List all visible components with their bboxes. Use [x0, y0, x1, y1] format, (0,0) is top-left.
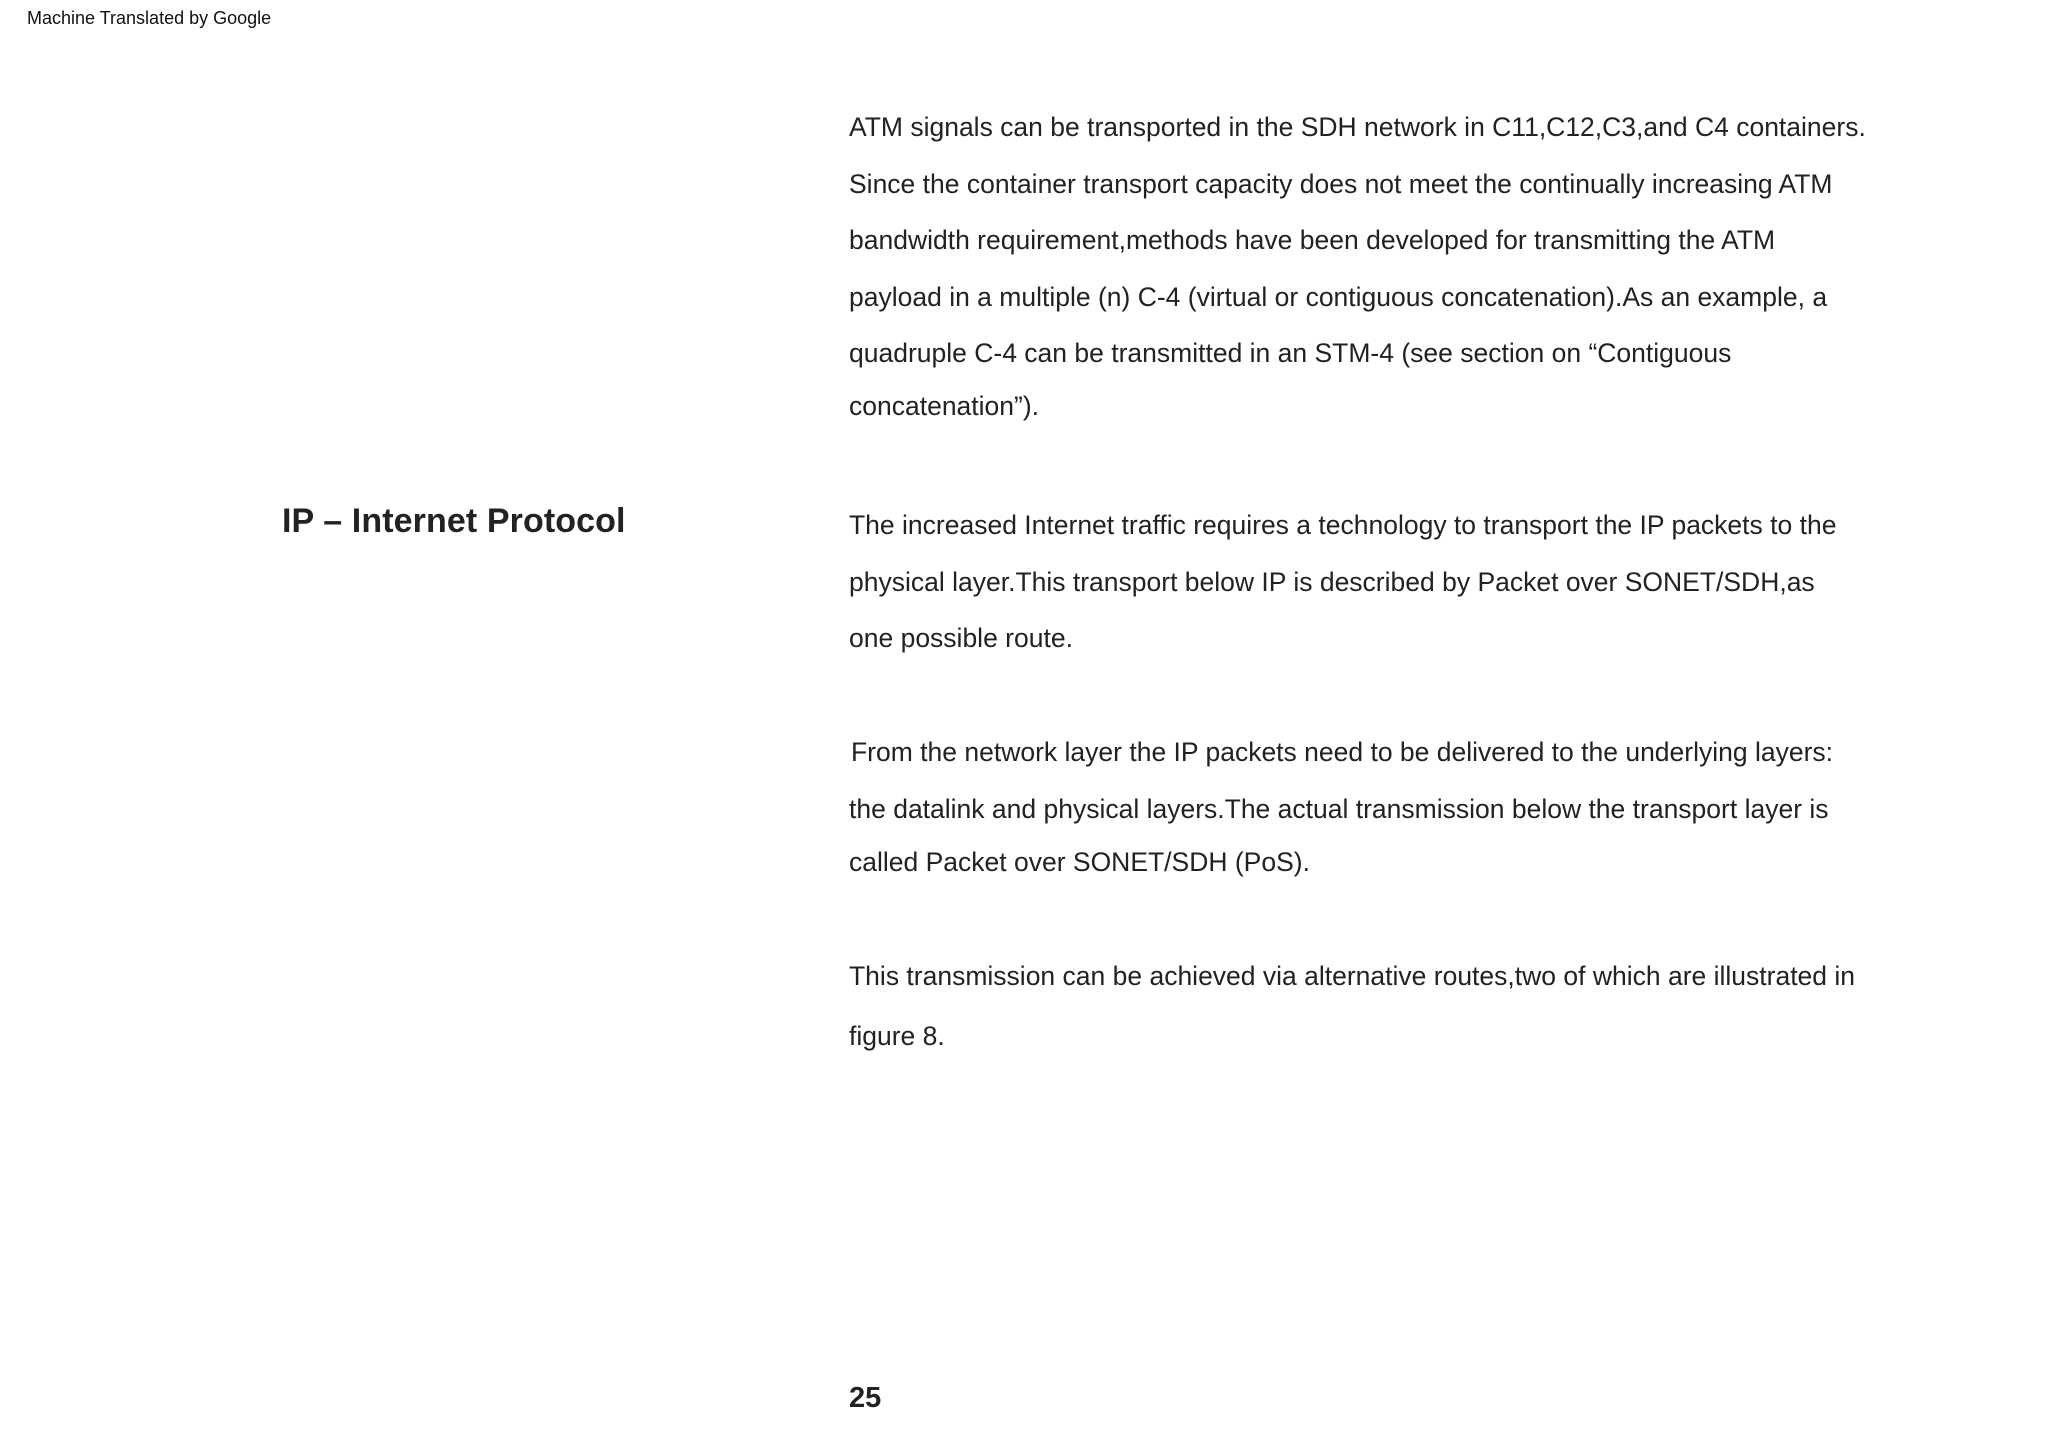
paragraph-line: concatenation”). [849, 391, 1040, 421]
paragraph-line: physical layer.This transport below IP is described by Packet over SONET/SDH,as [849, 567, 1815, 597]
machine-translation-banner: Machine Translated by Google [27, 8, 272, 28]
paragraph-line: From the network layer the IP packets need to be delivered to the underlying layers: [851, 737, 1834, 767]
paragraph-line: called Packet over SONET/SDH (PoS). [849, 847, 1310, 877]
paragraph-line: bandwidth requirement,methods have been developed for transmitting the ATM [849, 225, 1776, 255]
page-number: 25 [849, 1382, 882, 1414]
paragraph-line: the datalink and physical layers.The actual transmission below the transport layer is [849, 794, 1829, 824]
paragraph-line: figure 8. [849, 1021, 945, 1051]
paragraph-line: payload in a multiple (n) C-4 (virtual or contiguous concatenation).As an example, a [849, 282, 1828, 312]
paragraph-line: Since the container transport capacity does not meet the continually increasing ATM [849, 169, 1833, 199]
section-heading: IP – Internet Protocol [282, 502, 626, 540]
paragraph-line: This transmission can be achieved via alternative routes,two of which are illustrated in [849, 961, 1856, 991]
paragraph-line: one possible route. [849, 623, 1073, 653]
paragraph-line: quadruple C-4 can be transmitted in an STM-4 (see section on “Contiguous [849, 338, 1732, 368]
paragraph-line: The increased Internet traffic requires a technology to transport the IP packets to the [849, 510, 1837, 540]
paragraph-line: ATM signals can be transported in the SDH network in C11,C12,C3,and C4 containers. [849, 112, 1866, 142]
